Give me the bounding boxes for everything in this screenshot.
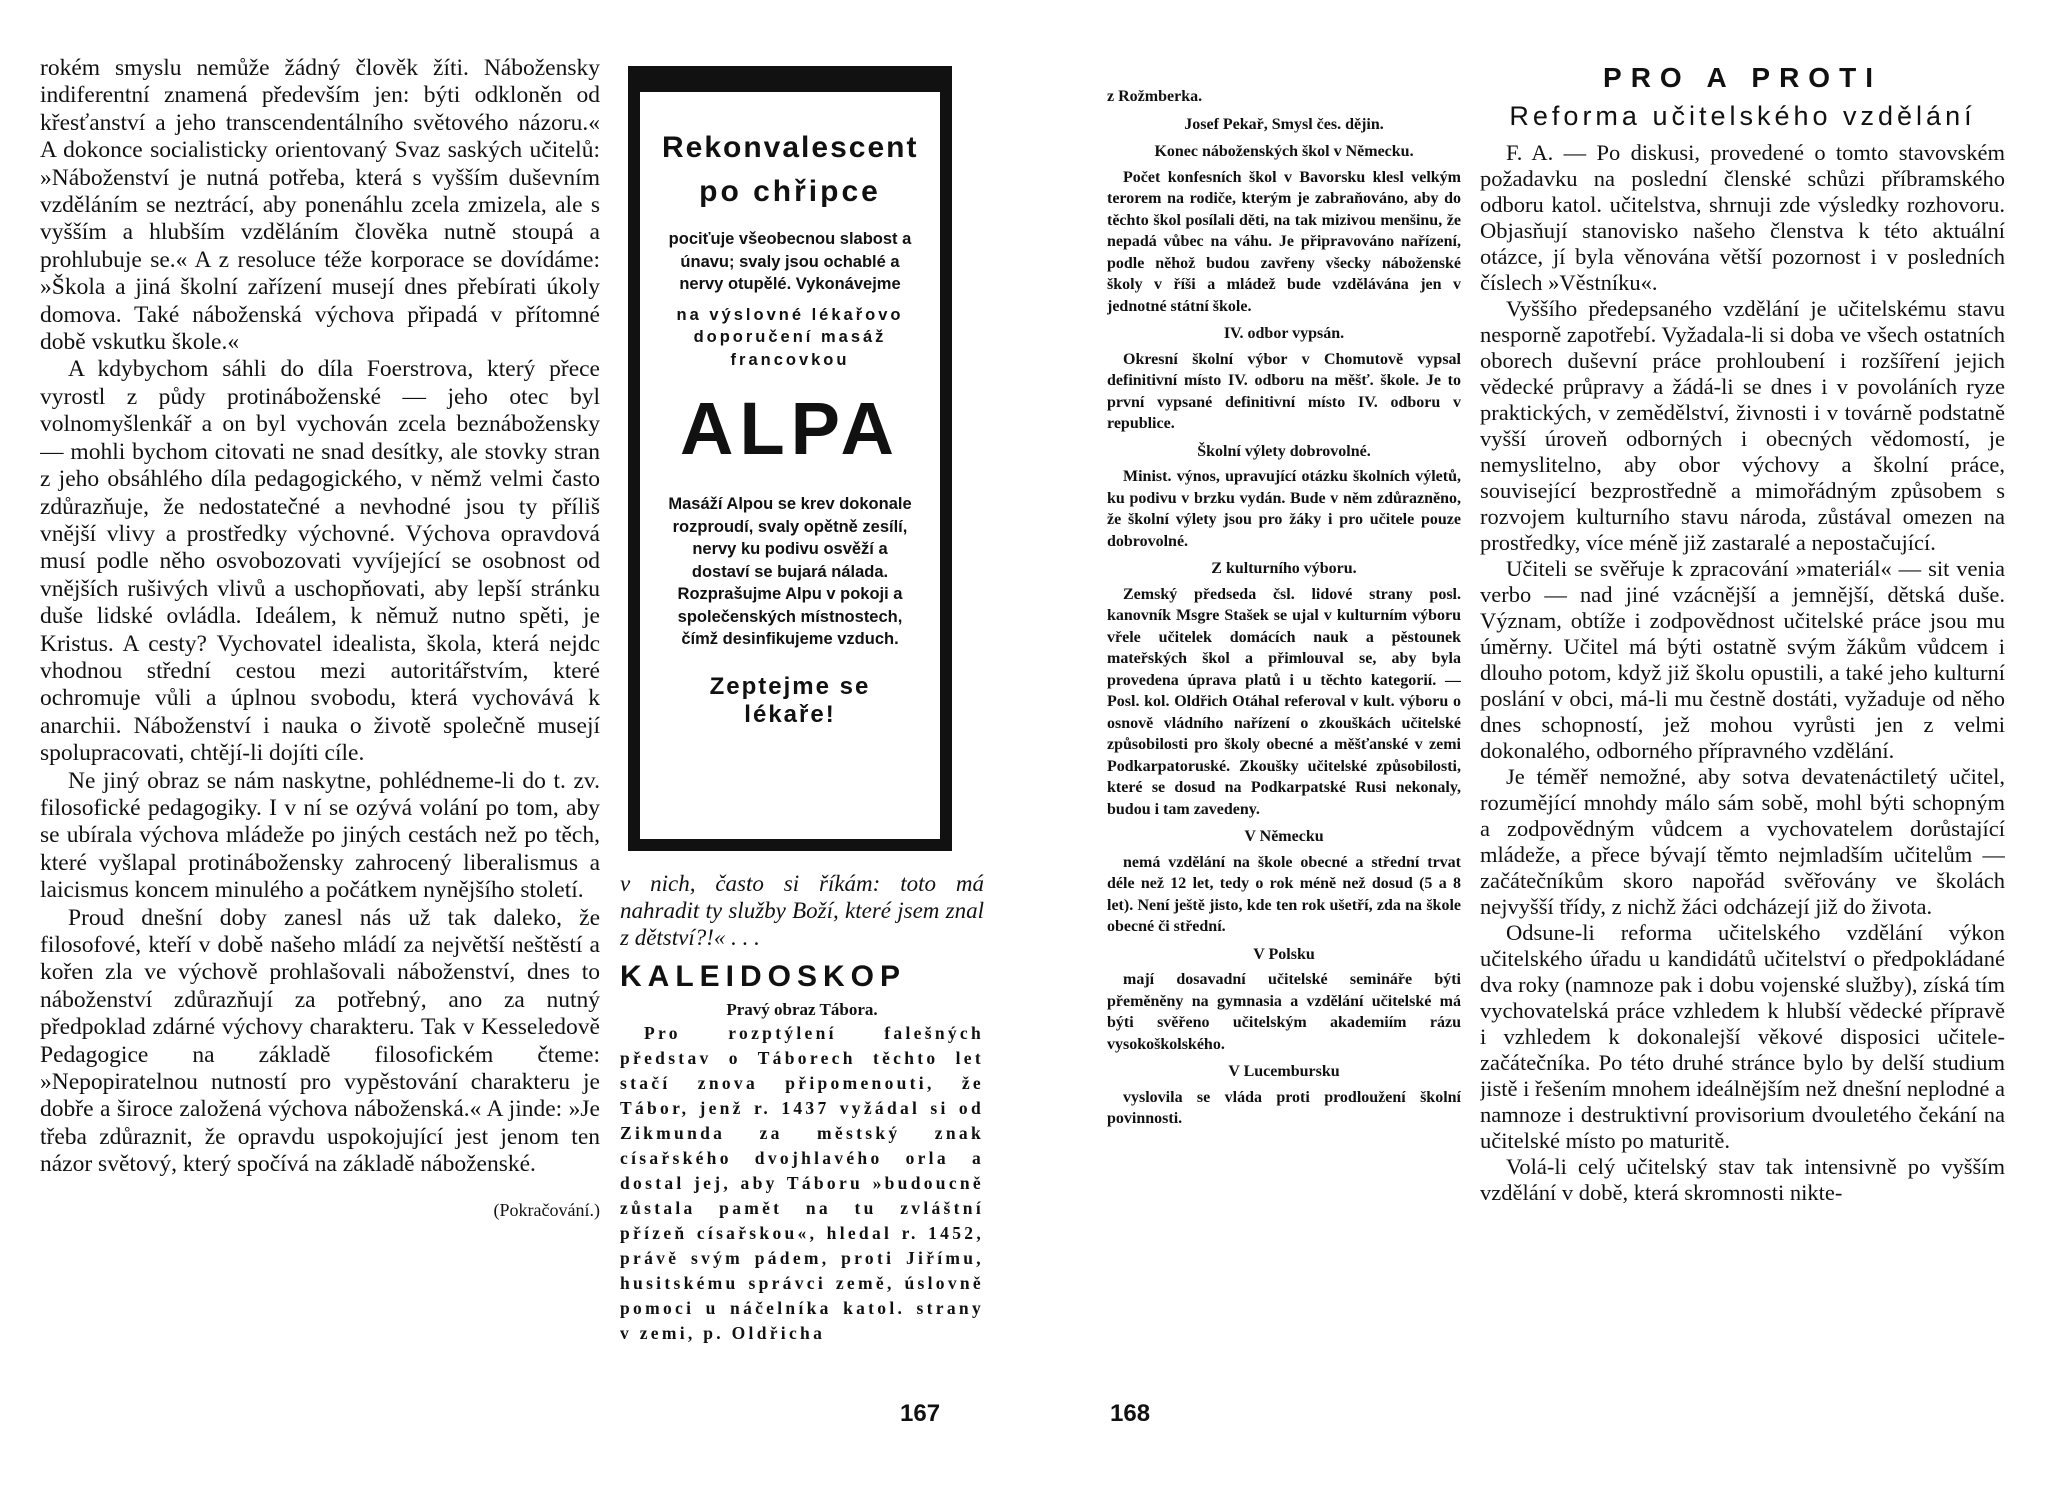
paragraph: Volá-li celý učitelský stav tak intensivně po vyšším vzdělání v době, která skromnosti nikte- [1480,1154,2005,1205]
news-column [1107,80,1461,1410]
news-paragraph: mají dosavadní učitelské semináře býti přeměněny na gymnasia a vzdělání učitelské má býti svěřeno učitelským akademiím rázu vysokoškolského. [1107,971,1461,1053]
page-number: 168 [1110,1400,1151,1427]
news-paragraph: Minist. výnos, upravující otázku školních výletů, ku podivu v brzku vydán. Bude v něm zdůrazněno, že školní výlety jsou pro žáky i pro učitele pouze dobrovolné. [1107,468,1461,550]
ad-brand: ALPA [680,387,900,470]
ad-title-line2: po chřipce [699,175,881,208]
paragraph: Pro rozptýlení falešných představ o Táborech těchto let stačí znova připomenouti, že Tábor, jenž r. 1437 vyžádal si od Zikmunda za městský znak císařského dvojhlavého orla a dostal jej, aby Táboru »budoucně zůstala pamět na tu zvláštní přízeň císařskou«, hledal r. 1452, právě svým pádem, proti Jiřímu, husitskému správci země, úslovně pomoci u náčelníka katol. strany v zemi, p. Oldřicha [620,1023,984,1343]
paragraph: F. A. — Po diskusi, provedené o tomto stavovském požadavku na poslední členské schůzi příbramského odboru katol. učitelstva, shrnuji zde výsledky rozhovoru. Objasňují stanovisko našeho členstva k této aktuální otázce, jí byla věnována větší pozornost i v posledních číslech »Věstníku«. [1480,140,2005,295]
news-paragraph: nemá vzdělání na škole obecné a střední trvat déle než 12 let, tedy o rok méně než dosud (5 a 8 let). Není ještě jisto, kde ten rok ušetří, zda na škole obecné či střední. [1107,853,1461,935]
section-title: PRO A PROTI [1603,62,1882,93]
heading: z Rožmberka. [1107,88,1203,105]
news-paragraph: Zemský předseda čsl. lidové strany posl. kanovník Msgre Stašek se ujal v kulturním výboru vřele učitelek domácích nauk a pěstounek mateřských škol a přimlouval se, aby byla provedena úprava platů i u těchto kategorií. — Posl. kol. Oldřich Otáhal referoval v kult. výboru o osnově vládního nařízení o zkouškách učitelské způsobilosti pro školy obecné a měšťanské v zemi Podkarpatoruské. Zkoušky učitelské způsobilosti, které se dosud na Podkarpatské Rusi nekonaly, budou i tam zavedeny. [1107,585,1461,818]
continued-note: (Pokračování.) [493,1199,600,1220]
news-heading: V Polsku [1253,945,1315,963]
news-paragraph: Okresní školní výbor v Chomutově vypsal definitivní místo IV. odboru na měšť. škole. Je to první vypsané definitivní místo IV. odboru v republice. [1107,350,1461,432]
article-column-right [1480,60,2005,1395]
advertisement-box [628,66,952,851]
paragraph: Vyššího předepsaného vzdělání je učitelskému stavu nesporně zapotřebí. Vyžadala-li si doba ve všech ostatních oborech duševní práce prohloubení i rozšíření jejich vědecké průpravy a žádá-li se dnes i v povoláních ryze praktických, v zemědělství, živnosti i v továrně podstatně vyšší úroveň odborných i obecných vědomostí, je nemyslitelno, aby obor výchovy a školní práce, související bezprostředně a mimořádným způsobem s rozvojem kulturního stavu národa, zůstával omezen na prostředky, více méně již zastaralé a nepostačující. [1480,296,2005,555]
article-column-left [40,55,600,1395]
news-heading: Konec náboženských škol v Německu. [1154,143,1414,160]
subheading: Pravý obraz Tábora. [726,1000,878,1019]
news-heading: Školní výlety dobrovolné. [1197,442,1371,460]
ad-text-body: Masáží Alpou se krev dokonale rozproudí, svaly opětně zesílí, nervy ku podivu osvěží a dostaví se bujará nálada. Rozprašujme Alpu v pokoji a společenských místnostech, čímž desinfikujeme vzduch. [668,495,912,648]
news-heading: IV. odbor vypsán. [1223,325,1345,342]
news-heading: V Německu [1244,828,1324,845]
paragraph-intro: v nich, často si říkám: toto má nahradit ty služby Boží, které jsem znal z dětství?!« . . . [620,871,984,950]
news-paragraph: vyslovila se vláda proti prodloužení školní povinnosti. [1107,1088,1461,1127]
article-title: Reforma učitelského vzdělání [1509,101,1976,131]
paragraph: Ne jiný obraz se nám naskytne, pohlédneme-li do t. zv. filosofické pedagogiky. I v ní se ozývá volání po tom, aby se ubírala výchova mládeže po jiných cestách než po těch, které vyšlapal protinábožensky zahrocený liberalismus a laicismus koncem minulého a počátkem nynějšího století. [40,767,600,904]
paragraph: Učiteli se svěřuje k zpracování »materiál« — sit venia verbo — nad jiné vzácnější a jemnější, dětská duše. Význam, obtíže i zodpovědnost učitelské práce jsou mu úměrny. Učitel má býti ostatně svým žákům vůdcem i dlouho potom, když již školu opustili, a také jeho kulturní poslání v obci, má-li mu čestně dostáti, vyžaduje od něho dnes schopností, jež mohou vyrůsti jen z velmi dokonalého, odborného přípravného vzdělání. [1480,556,2005,763]
ad-title-line1: Rekonvalescent [662,131,919,164]
article-column-kaleidoskop [620,870,984,1390]
paragraph: Proud dnešní doby zanesl nás už tak daleko, že filosofové, kteří v době našeho mládí za největší neštěstí a kořen zla ve výchově prohlašovali náboženství, dnes to náboženství zdůrazňují za potřebný, ano za nutný předpoklad zdárné výchovy charakteru. Tak v Kesseledově Pedagogice na základě filosofickém čteme: »Nepopiratelnou nutností pro vypěstování charakteru je dobře a široce založená výchova náboženská.« A jinde: »Je třeba zdůraznit, že opravdu uspokojující jest jenom ten názor světový, který spočívá na základě náboženské. [40,904,600,1178]
section-heading: KALEIDOSKOP [620,960,907,993]
news-heading: V Lucembursku [1228,1063,1340,1080]
news-paragraph: Počet konfesních škol v Bavorsku klesl velkým terorem na rodiče, kterým je zabraňováno, aby do těchto škol posílali děti, na tak mizivou menšinu, že nepadá vůbec na váhu. Je připravováno nařízení, podle něhož budou zavřeny všecky náboženské školy v říši a mládež bude vzdělávána jen v jednotné státní škole. [1107,168,1461,315]
ad-top-bar [628,66,952,92]
ad-footer: Zeptejme se lékaře! [709,672,871,728]
ad-text-recommendation: na výslovné lékařovo doporučení masáž francovkou [676,305,904,369]
paragraph: A kdybychom sáhli do díla Foerstrova, který přece vyrostl z půdy protináboženské — jeho otec byl volnomyšlenkář a on byl vychován zcela beznábožensky — mohli bychom citovati ne snad desítky, ale stovky stran z jeho obsáhlého díla pedagogického, v němž velmi často zdůrazňuje, že nedostatečné a nevhodné jsou ty příliš vnější vlivy a prostředky výchovné. Výchova opravdová musí podle něho osvobozovati vyvíjející se osobnost od vnějších rušivých vlivů a uschopňovati, aby lepší stránku duše lidské ovládla. Ideálem, k němuž nutno spěti, je Kristus. A cesty? Vychovatel idealista, škola, která nejdc vhodnou střední cestou mezi autoritářstvím, které ochromuje vůli a úplnou svobodu, která vychovává k anarchii. Náboženství i nauka o životě společně musejí spolupracovati, chtějí-li dojíti cíle. [40,356,600,767]
paragraph: Je téměř nemožné, aby sotva devatenáctiletý učitel, rozumějící mnohdy málo sám sobě, mohl býti schopným a zodpovědným vůdcem a vychovatelem dorůstající mládeže, a přece bývají těmto nejmladším učitelům — začátečníkům skoro napořád svěřovány ve školách nejvyšší třídy, z nichž žáci odcházejí již do života. [1480,764,2005,919]
heading: Josef Pekař, Smysl čes. dějin. [1184,115,1384,133]
paragraph: Odsune-li reforma učitelského vzdělání výkon učitelského úřadu u kandidátů učitelství o předpokládané dva roky (namnoze pak i dobu vojenské služby), získá tím vychovatelská práce vzhledem k hlubší vědecké přípravě i vzhledem k dokonalejší věkové disposici učitele-začátečníka. Po této druhé stránce bylo by delší studium jistě i řešením mnohem ideálnějším než dnešní neplodné a namnoze i destruktivní provisorium dvouletého čekání na učitelské místo po maturitě. [1480,920,2005,1153]
paragraph: rokém smyslu nemůže žádný člověk žíti. Nábožensky indiferentní znamená především jen: býti odkloněn od křesťanství a jeho transcendentálního světového názoru.« A dokonce socialisticky orientovaný Svaz saských učitelů: »Náboženství je nutná potřeba, která s vyšším duševním vzděláním se neztrácí, aby ponenáhlu zcela zmizela, ale s vyšším a hlubším vzděláním člověka nutně stoupá a prohlubuje se.« A z resoluce téže korporace se dovídáme: »Škola a jiná školní zařízení musejí dnes přebírati úkoly domova. Také náboženská výchova připadá v přítomné době vskutku škole.« [40,55,600,356]
ad-text-intro: pociťuje všeobecnou slabost a únavu; svaly jsou ochablé a nervy otupělé. Vykonávejme [668,230,912,293]
page-number: 167 [900,1400,941,1427]
news-heading: Z kulturního výboru. [1211,560,1357,577]
